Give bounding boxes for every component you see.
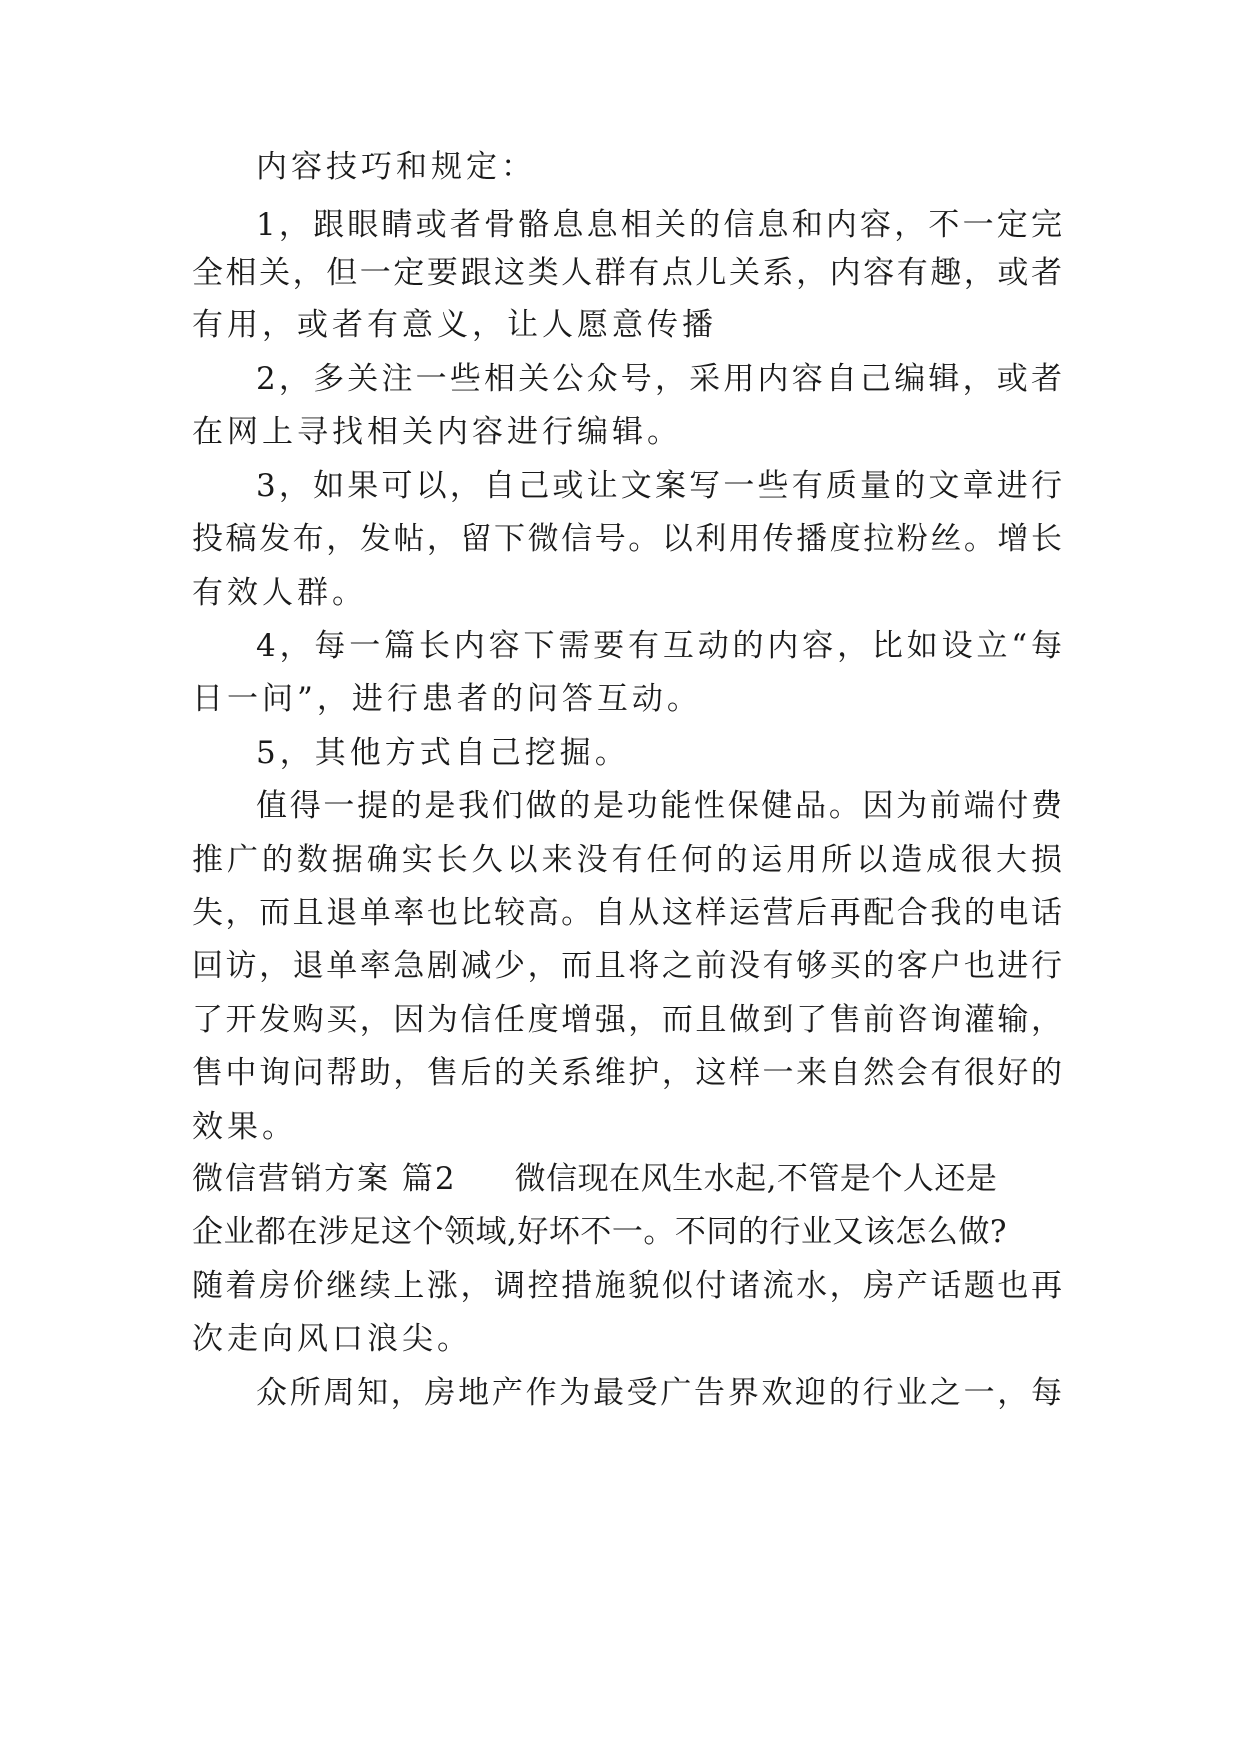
section-2-opening-line [192,1150,1062,1208]
tip-4-line-2: 日一问”，进行患者的问答互动。 [192,681,702,717]
content-tips-heading: 内容技巧和规定： [256,149,536,185]
section-2-text-line-3: 随着房价继续上涨，调控措施貌似付诸流水，房产话题也再 [192,1268,1062,1304]
tip-1-line-3: 有用，或者有意义，让人愿意传播 [192,307,717,343]
tip-3-line-3: 有效人群。 [192,575,367,611]
summary-line-4: 回访，退单率急剧减少，而且将之前没有够买的客户也进行 [192,948,1062,984]
tip-5-line: 5，其他方式自己挖掘。 [256,735,630,771]
section-2-text-line-5: 众所周知，房地产作为最受广告界欢迎的行业之一，每 [256,1375,1062,1411]
summary-line-5: 了开发购买，因为信任度增强，而且做到了售前咨询灌输， [192,1002,1062,1038]
section-2-title: 微信营销方案 篇2 [192,1161,457,1197]
tip-1-line-2: 全相关，但一定要跟这类人群有点儿关系，内容有趣，或者 [192,255,1062,291]
tip-3-line-1: 3，如果可以，自己或让文案写一些有质量的文章进行 [256,468,1062,504]
summary-line-3: 失，而且退单率也比较高。自从这样运营后再配合我的电话 [192,895,1062,931]
summary-line-7: 效果。 [192,1109,297,1145]
section-2-text-line-1: 微信现在风生水起,不管是个人还是 [514,1161,998,1197]
section-2-text-line-4: 次走向风口浪尖。 [192,1321,472,1357]
summary-line-1: 值得一提的是我们做的是功能性保健品。因为前端付费 [256,788,1062,824]
tip-4-line-1: 4，每一篇长内容下需要有互动的内容，比如设立“每 [256,628,1062,664]
tip-2-line-1: 2，多关注一些相关公众号，采用内容自己编辑，或者 [256,361,1062,397]
tip-2-line-2: 在网上寻找相关内容进行编辑。 [192,414,682,450]
section-2-text-line-2: 企业都在涉足这个领域,好坏不一。不同的行业又该怎么做? [192,1214,1007,1250]
summary-line-6: 售中询问帮助，售后的关系维护，这样一来自然会有很好的 [192,1055,1062,1091]
tip-1-line-1: 1，跟眼睛或者骨骼息息相关的信息和内容，不一定完 [256,207,1062,243]
tip-3-line-2: 投稿发布，发帖，留下微信号。以利用传播度拉粉丝。增长 [192,521,1062,557]
summary-line-2: 推广的数据确实长久以来没有任何的运用所以造成很大损 [192,842,1062,878]
